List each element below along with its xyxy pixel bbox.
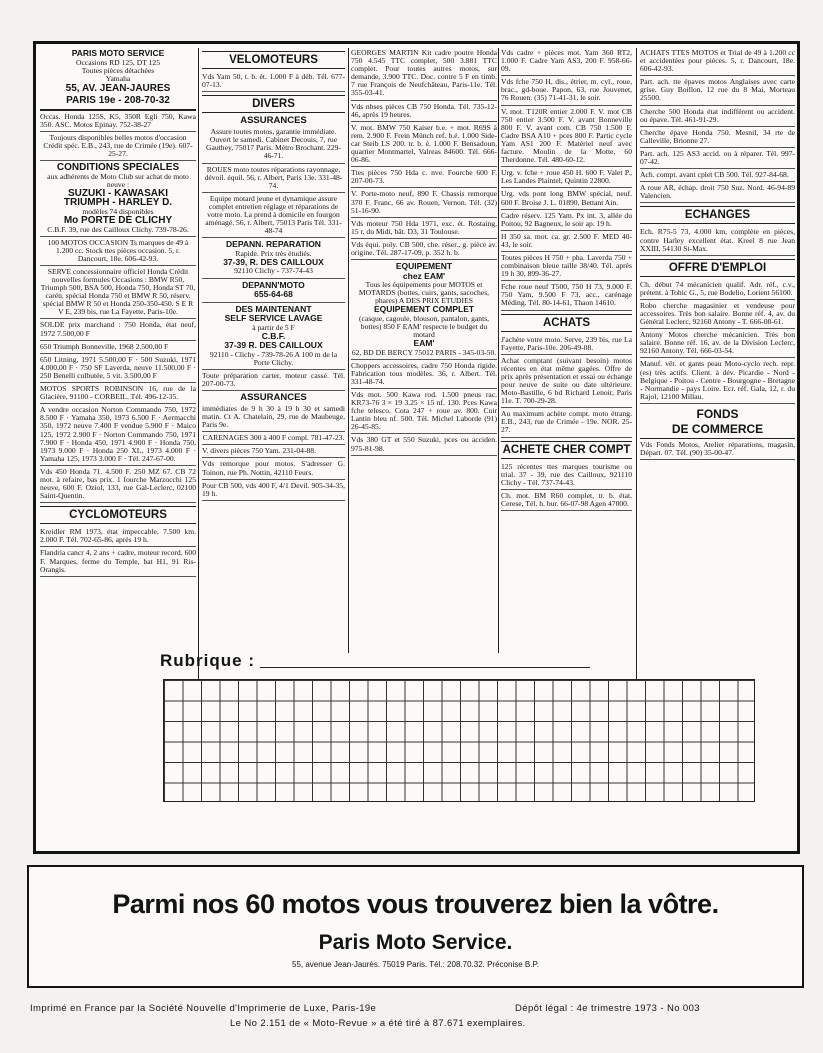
classified-ad: Kreidler RM 1973, état impeccable, 7.500 km. 2.000 F. Tél. 702-65-86, après 19 h.: [40, 527, 196, 547]
conditions-speciales-ad: [40, 162, 196, 236]
classified-ad: GEORGES MARTIN Kit cadre poutre Honda 750 4.545 TTC complet, 500 3.881 TTC complet. Pour toutes autres motos, sur demande, 3.900 TTC. Doc. contre 5 F en timb. 7 rue François de Neufchâteau, Paris-11e. Tél. 355-03-41.: [351, 48, 497, 101]
classified-ad: 100 MOTOS OCCASION Ts marques de 49 à 1.200 cc. Stock ttes pièces occasion. 5, r. Dancourt, 18e. 606-42-93.: [40, 238, 196, 266]
ad-text: à partir de 5 F: [252, 322, 295, 332]
classified-ad: 125 récentes ttes marques tourisme ou trial. 37 - 39, rue des Cailloux, 921110 Clichy - Tél. 737-74-43.: [501, 462, 632, 490]
banner-brand: Paris Moto Service.: [318, 931, 513, 954]
classified-ad: A vendre occasion Norton Commando 750, 1972 8.500 F · Yamaha 350, 1973 6.500 F · Aermacchi 350, 1972 neuve 7.400 F vendue 5.900 F · Maico 125, 1972 2.900 F · Norton Commando 750, 1971 7.900 F · Honda 450, 1971 4.900 F · Honda 750, 1973 9.000 F · Honda 250 XL, 1973 4.000 F · Yamaha 125, 1973 3.000 F · Tél. 247-67-00.: [40, 405, 196, 466]
classified-ad: Cherche épave Honda 750. Mesnil, 34 rte de Calleville, Brionne 27.: [640, 128, 795, 148]
ad-text: aux adhérents de Moto Club sur achat de moto neuve :: [47, 171, 189, 189]
banner-slogan: Parmi nos 60 motos vous trouverez bien la vôtre.: [112, 889, 719, 919]
ad-line: Toutes pièces détachées: [81, 65, 155, 75]
column-4: [501, 48, 632, 653]
classified-ad: Occas. Honda 125S, K5, 350R Egli 750, Kawa 350. ASC. Motos Epinay. 752-38-27: [40, 112, 196, 132]
bottom-ad-banner: [27, 865, 804, 988]
classified-ad: 650 Triumph Bonneville, 1968 2.500,00 F: [40, 342, 196, 354]
classified-ad: Toutes pièces H 750 + pha. Laverda 750 + combinaison bleue taille 38/40. Tél. après 19 h 30, 899-36-27.: [501, 253, 632, 281]
ad-text: (casque, cagoule, blouson, pantalon, gants, bottes) 850 F EAM' respecte le budget du motard: [358, 313, 490, 340]
classified-ad: Vds équi. poly. CB 500, che. réser., g. pièce av. origine. Tél. 287-17-09, p. 352 h. b.: [351, 240, 497, 260]
column-2: [202, 48, 345, 653]
ad-text: C.B.F. 39, rue des Cailloux Clichy. 739-78-26.: [47, 224, 189, 234]
banner-address: 55, avenue Jean-Jaurès. 75019 Paris. Tél.: 208.70.32. Préconise B.P.: [292, 960, 539, 969]
classified-ad: ROUES moto toutes réparations rayonnage, dévoil. équil. 56, r. Albert, Paris 13e. 331-48-74.: [202, 165, 345, 193]
rubrique-label: Rubrique :: [160, 651, 255, 670]
classified-ad: immédiates de 9 h 30 à 19 h 30 et samedi matin. Ct A. Chatelain, 29, rue de Maubeuge, Paris 9e.: [202, 404, 345, 432]
classified-ad: Pour CB 500, vds 400 F, 4/1 Devil. 905-34-35, 19 h.: [202, 481, 345, 501]
section-header-divers: DIVERS: [202, 95, 345, 113]
ad-address: 62, BD DE BERCY 75012 PARIS - 345-03-50.: [351, 347, 497, 357]
section-header-echanges: ECHANGES: [640, 206, 795, 224]
rubrique-input-line[interactable]: [260, 667, 590, 668]
classified-ad: Achat comptant (suivant besoin) motos récentes en état même gagées. Offre de prix après présentation et essai ou échange pour neuve de suite ou date ultérieure. Moto-Bastille, 6 bd Richard Lenoir, Paris 11e. T. 700-29-28.: [501, 356, 632, 409]
classified-ad: Vds mot. 500 Kawa rod. 1.500 pneus rac. KR73-76 3 × 19 3.25 × 15 nf. 130. Pces Kawa fche telesco. Cota 247 + roue av. 800. Cuir Lantin bleu nf. 500. Tél. Michel Laborde (91) 26-45-85.: [351, 390, 497, 434]
classified-ad: Fche roue neuf T500, 750 H 73, 9.000 F. 750 Yam, 9.500 F 73, acc., carénage Méding. Tél. 80-14-61, Thaon 14610.: [501, 282, 632, 310]
self-service-ad: [202, 304, 345, 370]
footer-depot-legal: Dépôt légal : 4e trimestre 1973 - No 003: [515, 1003, 700, 1014]
section-header-offre-emploi: OFFRE D'EMPLOI: [640, 259, 795, 277]
classified-ad: A roue AR, échap. droit 750 Suz. Nord. 46-94-89 Valencien.: [640, 183, 795, 203]
classified-ad: 650 Litning, 1971 5.500,00 F · 500 Suzuki, 1971 4.000,00 F · 750 SF Laverda, neuve 11.500,00 F · 250 Benelli culbutée, 5 vit. 3.500,00 F: [40, 355, 196, 383]
classified-ad: J'achète votre moto. Serve, 239 bis, rue La Fayette, Paris-10e. 206-49-08.: [501, 335, 632, 355]
ad-brands: SUZUKI - KAWASAKI: [68, 187, 168, 199]
column-divider: [636, 48, 637, 680]
classified-ad: Au maximum achète compt. moto étrang. E.B., 243, rue de Crimée - 19e. NOR. 25-27.: [501, 409, 632, 437]
ad-address: 37-39, R. DES CAILLOUX: [223, 256, 324, 267]
classified-ad: Ttes pièces 750 Hda c. nve. Fourche 600 F. 207-00-73.: [351, 168, 497, 188]
classified-ad: Part. ach. tte épaves motos Anglaises avec carte grise. Guy Boillon, 12 rue du 8 Mai, Morteau 25500.: [640, 77, 795, 105]
section-header-commerce: DE COMMERCE: [640, 423, 795, 439]
ad-brands: TRIUMPH - HARLEY D.: [63, 197, 173, 209]
classified-ad: ACHATS TTES MOTOS et Trial de 49 à 1.200 cc et accidentées pour pièces. 5, r. Dancourt, 18e. 606-42-93.: [640, 48, 795, 76]
classified-ad: Vds fche 750 H, dis., étrier, m. cyl., roue, brac., gd-boue. Papon, 63, rue Jouvenet, 76 Rouen. (35) 71-41-31, le soir.: [501, 77, 632, 105]
ad-title: EQUIPEMENT: [395, 261, 453, 272]
classified-ad: Flandria cancr 4, 2 ans + cadre, moteur record. 600 F. Marques, ferme du Temple, bat H1, 91 Ris-Orangis.: [40, 548, 196, 576]
classified-ad: Cherche 500 Honda état indifférent ou accident. ou épave. Tél. 461-91-29.: [640, 107, 795, 127]
column-5: [640, 48, 795, 680]
section-header-velomoteurs: VELOMOTEURS: [202, 51, 345, 69]
column-divider: [198, 48, 199, 680]
classified-ad: Ch. mot. BM R60 complet, tr. b. état. Cerese, Tél. h. bur. 66-07-98 Agen 47000.: [501, 491, 632, 511]
ad-title: SELF SERVICE LAVAGE: [224, 313, 323, 323]
footer-printer: Imprimé en France par la Société Nouvelle d'Imprimerie de Luxe, Paris-19e: [30, 1003, 377, 1014]
classified-ad: SOLDE prix marchand : 750 Honda, état neuf, 1972 7.500,00 F: [40, 320, 196, 340]
classified-ad: Antony Motos cherche mécanicien. Très bon salaire. Bonne réf. 16, av. de la Division Leclerc, 92160 Antony. Tél. 666-03-54.: [640, 330, 795, 358]
ad-title: DES MAINTENANT: [235, 303, 312, 314]
classified-ad: Vds Fonds Motos, Atelier réparations, magasin, Départ. 07. Tél. (90) 35-00-47.: [640, 440, 795, 460]
ad-text: 92110 Clichy - 737-74-43: [234, 266, 313, 276]
classified-ad: Cadre réserv. 125 Yam. Px int. 3, allée du Poitou, 92 Bagneux, le soir ap. 19 h.: [501, 211, 632, 231]
classified-ad: V. divers pièces 750 Yam. 231-04-88.: [202, 446, 345, 458]
ad-entry-grid[interactable]: [163, 679, 755, 802]
paris-moto-service-ad: [40, 48, 196, 111]
ad-address: 55, AV. JEAN-JAURES: [65, 82, 171, 94]
classified-ad: Part. ach. 125 AS3 accid. ou à réparer. Tél. 997-07-42.: [640, 149, 795, 169]
footer-tirage: Le No 2.151 de « Moto-Revue » a été tiré à 87.671 exemplaires.: [230, 1018, 526, 1029]
eam-ad: [351, 261, 497, 360]
ad-address: 37-39 R. DES CAILLOUX: [224, 340, 323, 351]
section-header-achats: ACHATS: [501, 314, 632, 332]
classified-ad: V. Porte-moto neuf, 890 F. Chassis remorque 370 F. Franc, 66 av. Rouen, Vernon. Tél. (32) 51-16-90.: [351, 189, 497, 217]
ad-title: C.B.F.: [261, 330, 286, 341]
classified-ad: Urg. v. fche + roue 450 H. 600 F. Valet P., Les Landes Plaintel, Quintin 22800.: [501, 168, 632, 188]
ad-place: Mo PORTE DE CLICHY: [63, 215, 173, 227]
column-3: [351, 48, 497, 653]
ad-text: Rapide. Prix très étudiés.: [235, 248, 312, 258]
ad-text: 92110 - Clichy - 739-78-26 A 100 m de la Porte Clichy.: [209, 349, 338, 367]
classified-ad: Equipe motard jeune et dynamique assure complet entretien réglage et réparations de votre moto. La prend à domicile en fourgon aménagé. 56, r. Albert, 75013 Paris Tél. 331-48-74: [202, 194, 345, 238]
classified-ad: Vds moteur 750 Hda 1971, exc. ét. Rostaing, 15 r. du Midi, bât. D3, 31 Toulouse.: [351, 219, 497, 239]
ad-line: PARIS MOTO SERVICE: [71, 48, 165, 58]
ad-title: CONDITIONS SPECIALES: [56, 162, 180, 174]
depannmoto-ad: [202, 280, 345, 303]
classified-ad: V. mot. T120R entier 2.000 F. V. mot CB 750 entier 3.500 F. V. avant Bonneville 800 F. V. avant com. CB 750 1.500 F. Cadre BSA A10 + pces 800 F. Partic cycle Yam AS1 200 F. Matériel neuf avec facture. Moulin de la Motte, 60 Therdonne. Tél. 480-60-12.: [501, 107, 632, 168]
ad-text: modèles 74 disponibles: [82, 206, 154, 216]
classified-ad: H 350 sa. mot. ca. gr. 2.500 F. MED 40-43, le soir.: [501, 232, 632, 252]
classified-ad: V. mot. BMW 750 Kaiser b.e. + mot. R69S à rem. 2.900 F. Frein Münch ref. b.é. 1.000 Side-car Steib LS 200. tr. b. é. 1.000 F. Bensadoun, quartier Montmartel, Valreas 84600. Tél. 666-06-86.: [351, 123, 497, 167]
column-divider: [498, 48, 499, 653]
ad-title: DEPANN'MOTO: [242, 279, 305, 290]
section-header-fonds: FONDS: [696, 406, 739, 421]
column-divider: [348, 48, 349, 653]
depann-reparation-ad: [202, 239, 345, 278]
ad-phone: PARIS 19e - 208-70-32: [66, 94, 170, 106]
ad-text: Tous les équipements pour MOTOS et MOTARDS (bottes, cuirs, gants, sacoches, phares) A DES PRIX ETUDIES: [358, 280, 490, 306]
classified-ad: Manuf. vêt. et gants peau Moto-cyclo rech. repr. (es) très actifs. Client. à dév. Picardie - Nord - Belgique - Poitou - Centre - Bourgogne - Bretagne - Normandie - pays Loire. Ecr. réf. Gala, 12, r. du Rajol, 12100 Millau.: [640, 359, 795, 403]
classified-ad: Vds cadre + pièces mot. Yam 360 RT2, 1.000 F. Cadre Yam AS3, 200 F. 958-66-09.: [501, 48, 632, 76]
classified-ad: Vds 450 Honda 71. 4.500 F. 250 MZ 67. CB 72 mot. à refaire, bas prix. 1 fourche Marzocchi 125 neuve, 600 F. Oziol, 133, rue Gal-Leclerc, 02100 Saint-Quentin.: [40, 467, 196, 503]
classified-ad: Urg. vds pont long BMW spécial, neuf. 600 F. Broise J. L. 01890, Bettant Ain.: [501, 189, 632, 209]
ad-phone: 655-64-68: [254, 289, 293, 299]
classified-ad: CARENAGES 300 à 400 F compl. 781-47-23.: [202, 433, 345, 445]
classified-ad: Toujours disponibles belles motos d'occasion Crédit spéc. E.B., 243, rue de Crimée (19e). 607-25-27.: [40, 133, 196, 161]
column-1: [40, 48, 196, 680]
classified-ad: Vds 380 GT et 550 Suzuki, pces ou acciden. 975-81-98.: [351, 435, 497, 455]
classified-ad: Choppers accessoires, cadre 750 Honda rigide. Fabrication tous modèles. 36, r. Albert. Tél. 331-48-74.: [351, 361, 497, 389]
ad-line: Occasions RD 125, DT 125: [75, 57, 161, 67]
ad-title: DEPANN. REPARATION: [226, 239, 321, 250]
classified-ad: Ach. compt. avant cplet CB 500. Tél. 927-84-68.: [640, 170, 795, 182]
classified-ad: Toute préparation carter, moteur cassé. Tél. 207-00-73.: [202, 371, 345, 391]
section-header-assurances: ASSURANCES: [240, 391, 307, 403]
section-header-cyclomoteurs: CYCLOMOTEURS: [40, 506, 196, 524]
classified-ad: Robo cherche magasinier et vendeuse pour accessoires. Très bon salaire. Bonne réf. 4, av. du Général Leclerc, 92160 Antony - T. 666-08-61.: [640, 301, 795, 329]
section-header-achete-cher: ACHETE CHER COMPT: [501, 441, 632, 459]
classified-ad: Vds remorque pour motos. S'adresser G. Toinon, rue Ph. Nottin, 42110 Feurs.: [202, 459, 345, 479]
ad-brand: EAM': [413, 338, 435, 349]
ad-subtitle: chez EAM': [402, 270, 446, 281]
classified-ad: MOTOS SPORTS ROBINSON 16, rue de la Glacière, 91100 - CORBEIL. Tél. 496-12-35.: [40, 384, 196, 404]
classified-ad: Ch. début 74 mécanicien qualif. Adr. réf., c.v., prétent. à Tohic G., 5, rue Bodelio, Lorient 56100.: [640, 280, 795, 300]
classified-ad: Vds Yam 50, t. b. ét. 1.000 F à déb. Tél. 677-07-13.: [202, 72, 345, 92]
classified-ad: SERVE concessionnaire officiel Honda Crédit nouvelles formules Occasions : BMW R50, Triumph 500, BSA 500, Honda 750, Honda ST 70, carén. spécial Honda 750 et BMW R 50, réserv. spécial BMW R 50 et Honda 250-350-450. S E R V E, 239 bis, rue La Fayette, Paris-10e.: [40, 267, 196, 320]
classified-ad: Vds nbses pièces CB 750 Honda. Tél. 735-12-46, après 19 heures.: [351, 102, 497, 122]
classified-ad: Assure toutes motos, garantie immédiate. Ouvert le samedi. Cabinet Decouis, 7, rue Gauthey, 75017 Paris. Métro Brochant. 229-46-71.: [202, 127, 345, 163]
ad-title: EQUIPEMENT COMPLET: [373, 304, 475, 315]
classified-ad: Ech. R75-5 73, 4.000 km, complète en pièces, contre Harley excellent état. Kreel 8 rue Jean XXIII, 54130 St-Max.: [640, 227, 795, 255]
ad-line: Yamaha: [105, 73, 131, 83]
section-header-assurances: ASSURANCES: [240, 115, 307, 127]
